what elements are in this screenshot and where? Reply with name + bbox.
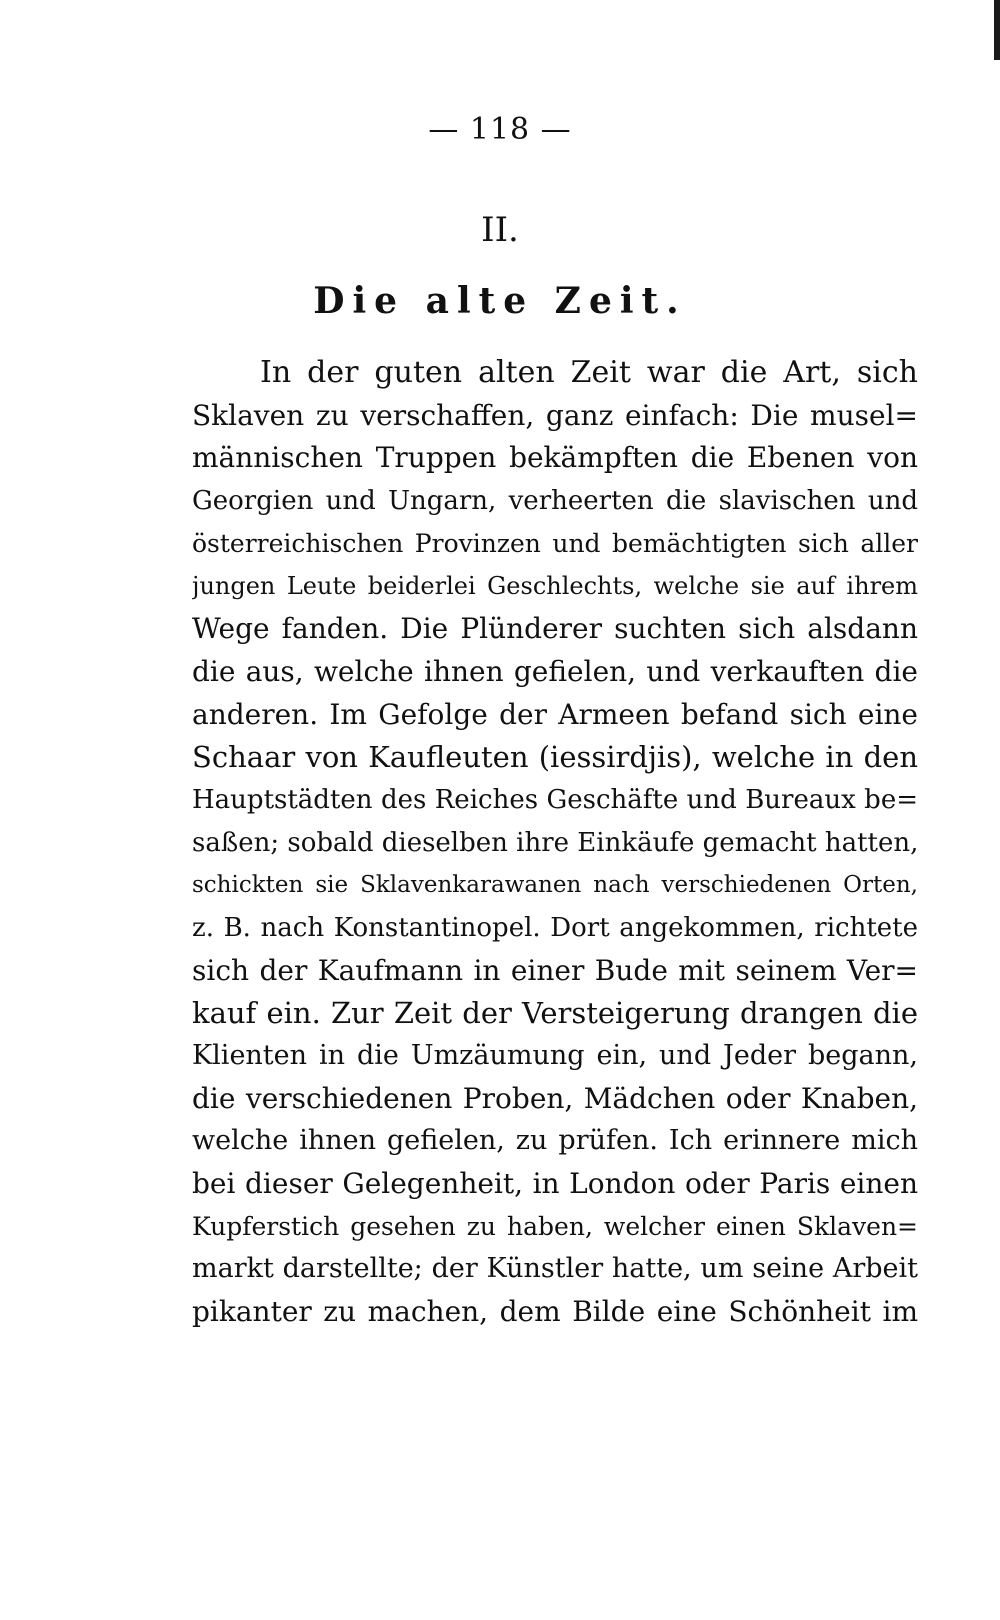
text-line: Hauptstädten des Reiches Geschäfte und Bureaux be= (192, 784, 918, 815)
text-line: Schaar von Kaufleuten (iessirdjis), welche in den (192, 740, 918, 775)
chapter-title: Die alte Zeit. (313, 280, 687, 322)
text-line: bei dieser Gelegenheit, in London oder Paris einen (192, 1167, 918, 1201)
text-line: Klienten in die Umzäumung ein, und Jeder begann, (192, 1040, 918, 1071)
text-line: Georgien und Ungarn, verheerten die slavischen und (192, 486, 918, 517)
text-line: Kupferstich gesehen zu haben, welcher einen Sklaven= (192, 1211, 918, 1241)
text-line: Sklaven zu verschaffen, ganz einfach: Die musel= (192, 398, 918, 432)
text-line: welche ihnen gefielen, zu prüfen. Ich erinnere mich (192, 1125, 918, 1157)
chapter-number: II. (481, 210, 519, 250)
text-line: kauf ein. Zur Zeit der Versteigerung drangen die (192, 996, 918, 1031)
text-line: österreichischen Provinzen und bemächtigten sich aller (192, 528, 918, 558)
text-line: saßen; sobald dieselben ihre Einkäufe gemacht hatten, (192, 827, 918, 858)
body-text (192, 352, 918, 1334)
text-line: z. B. nach Konstantinopel. Dort angekommen, richtete (192, 912, 918, 943)
text-line: die verschiedenen Proben, Mädchen oder Knaben, (192, 1081, 918, 1115)
text-line: Wege fanden. Die Plünderer suchten sich alsdann (192, 612, 918, 646)
page-edge-mark (994, 0, 1000, 60)
page-number: — 118 — (428, 112, 572, 147)
text-line: die aus, welche ihnen gefielen, und verkauften die (192, 654, 918, 688)
text-line: anderen. Im Gefolge der Armeen befand sich eine (192, 697, 918, 731)
text-line: jungen Leute beiderlei Geschlechts, welche sie auf ihrem (192, 572, 918, 601)
text-line: In der guten alten Zeit war die Art, sich (260, 355, 918, 390)
text-line: sich der Kaufmann in einer Bude mit seinem Ver= (192, 953, 918, 987)
text-line: männischen Truppen bekämpften die Ebenen von (192, 441, 918, 475)
text-line: schickten sie Sklavenkarawanen nach verschiedenen Orten, (192, 872, 918, 899)
text-line: markt darstellte; der Künstler hatte, um seine Arbeit (192, 1253, 918, 1285)
text-line: pikanter zu machen, dem Bilde eine Schönheit im (192, 1295, 918, 1329)
